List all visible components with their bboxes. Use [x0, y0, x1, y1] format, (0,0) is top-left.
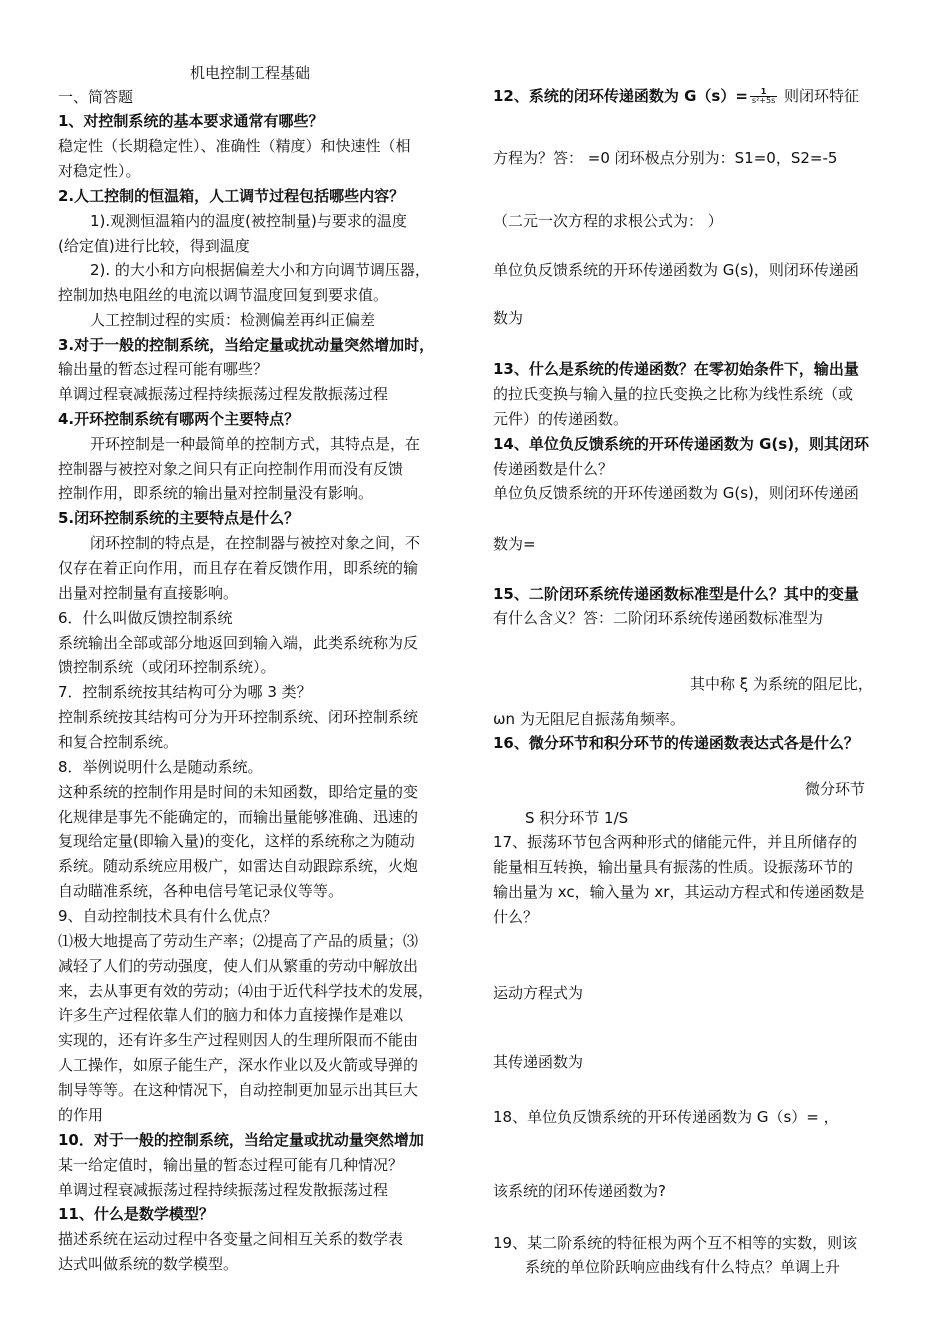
- question-19-cont: 系统的单位阶跃响应曲线有什么特点？单调上升: [525, 1258, 841, 1276]
- section-heading: 一、简答题: [58, 88, 134, 106]
- answer-text: 复现给定量(即输入量)的变化，这样的系统称之为随动: [58, 832, 415, 850]
- answer-text: 的作用: [58, 1106, 104, 1124]
- answer-text: 仅存在着正向作用，而且存在着反馈作用，即系统的输: [58, 559, 419, 577]
- answer-text: 系统输出全部或部分地返回到输入端，此类系统称为反: [58, 634, 419, 652]
- answer-text: 方程为？答： =0 闭环极点分别为：S1=0，S2=-5: [493, 149, 838, 167]
- answer-text: 有什么含义？答：二阶闭环系统传递函数标准型为: [493, 609, 824, 627]
- question-17-cont: 什么？: [493, 908, 539, 926]
- transfer-function-fraction: [750, 88, 777, 105]
- answer-text: 对稳定性）。: [58, 162, 141, 180]
- answer-text: 微分环节: [805, 780, 866, 798]
- answer-text: 馈控制系统（或闭环控制系统）。: [58, 658, 276, 676]
- question-13: 13、什么是系统的传递函数？在零初始条件下，输出量: [493, 360, 859, 378]
- answer-text: 来，去从事更有效的劳动；⑷由于近代科学技术的发展，: [58, 982, 434, 1000]
- answer-text: 2). 的大小和方向根据偏差大小和方向调节调压器，: [90, 261, 430, 279]
- answer-text: 单位负反馈系统的开环传递函数为 G(s)，则闭环传递函: [493, 261, 859, 279]
- question-12-suffix: 则闭环特征: [779, 87, 860, 105]
- question-14: 14、单位负反馈系统的开环传递函数为 G(s)，则其闭环: [493, 435, 870, 453]
- answer-text: 实现的，还有许多生产过程则因人的生理所限而不能由: [58, 1031, 419, 1049]
- question-18: 18、单位负反馈系统的开环传递函数为 G（s）= ，: [493, 1108, 839, 1126]
- answer-text: 自动瞄准系统，各种电信号笔记录仪等等。: [58, 882, 344, 900]
- answer-text: 控制加热电阻丝的电流以调节温度回复到要求值。: [58, 286, 389, 304]
- answer-text: 1).观测恒温箱内的温度(被控制量)与要求的温度: [90, 212, 407, 230]
- answer-text: 单位负反馈系统的开环传递函数为 G(s)，则闭环传递函: [493, 484, 859, 502]
- answer-text: 系统。随动系统应用极广，如雷达自动跟踪系统，火炮: [58, 857, 419, 875]
- answer-text: 制导等等。在这种情况下，自动控制更加显示出其巨大: [58, 1081, 419, 1099]
- question-1: 1、对控制系统的基本要求通常有哪些？: [58, 112, 324, 130]
- question-4: 4.开环控制系统有哪两个主要特点？: [58, 410, 300, 428]
- question-17-cont: 输出量为 xc，输入量为 xr，其运动方程式和传递函数是: [493, 883, 865, 901]
- answer-text: 这种系统的控制作用是时间的未知函数，即给定量的变: [58, 783, 419, 801]
- answer-text: 控制器与被控对象之间只有正向控制作用而没有反馈: [58, 460, 404, 478]
- question-16: 16、微分环节和积分环节的传递函数表达式各是什么？: [493, 734, 859, 752]
- question-19: 19、某二阶系统的特征根为两个互不相等的实数，则该: [493, 1234, 858, 1252]
- answer-text: 人工操作，如原子能生产，深水作业以及火箭或导弹的: [58, 1056, 419, 1074]
- answer-text: 人工控制过程的实质：检测偏差再纠正偏差: [90, 311, 376, 329]
- question-10-cont: 某一给定值时，输出量的暂态过程可能有几种情况？: [58, 1156, 404, 1174]
- answer-text: 出量对控制量有直接影响。: [58, 584, 239, 602]
- question-5: 5.闭环控制系统的主要特点是什么？: [58, 509, 300, 527]
- question-12-prefix: 12、系统的闭环传递函数为 G（s）=: [493, 87, 748, 105]
- answer-text: 数为=: [493, 535, 536, 553]
- answer-text: 其中称 ξ 为系统的阻尼比，: [690, 675, 873, 693]
- answer-text: 许多生产过程依靠人们的脑力和体力直接操作是难以: [58, 1006, 404, 1024]
- answer-text: 运动方程式为: [493, 984, 584, 1002]
- fraction-numerator: 1: [750, 88, 777, 97]
- question-11: 11、什么是数学模型？: [58, 1205, 214, 1223]
- formula-note: （二元一次方程的求根公式为： ）: [493, 212, 723, 230]
- answer-text: 单调过程衰减振荡过程持续振荡过程发散振荡过程: [58, 1181, 389, 1199]
- question-7: 7．控制系统按其结构可分为哪 3 类？: [58, 683, 312, 701]
- answer-text: 化规律是事先不能确定的，而输出量能够准确、迅速的: [58, 808, 419, 826]
- fraction-denominator: s²+5s: [751, 96, 776, 105]
- answer-text: ⑴极大地提高了劳动生产率；⑵提高了产品的质量；⑶: [58, 932, 419, 950]
- answer-text: 描述系统在运动过程中各变量之间相互关系的数学表: [58, 1230, 404, 1248]
- answer-text: ωn 为无阻尼自振荡角频率。: [493, 710, 685, 728]
- question-6: 6．什么叫做反馈控制系统: [58, 609, 233, 627]
- question-12: [493, 85, 859, 107]
- answer-text: 单调过程衰减振荡过程持续振荡过程发散振荡过程: [58, 385, 389, 403]
- question-15: 15、二阶闭环系统传递函数标准型是什么？其中的变量: [493, 585, 859, 603]
- answer-text: 数为: [493, 309, 524, 327]
- answer-text: 元件）的传递函数。: [493, 410, 629, 428]
- question-18-cont: 该系统的闭环传递函数为?: [493, 1182, 666, 1200]
- answer-text: 的拉氏变换与输入量的拉氏变换之比称为线性系统（或: [493, 385, 854, 403]
- question-9: 9、自动控制技术具有什么优点？: [58, 907, 278, 925]
- question-2: 2.人工控制的恒温箱，人工调节过程包括哪些内容？: [58, 187, 405, 205]
- question-3-cont: 输出量的暂态过程可能有哪些？: [58, 360, 269, 378]
- answer-text: 开环控制是一种最简单的控制方式，其特点是，在: [90, 435, 421, 453]
- question-10: 10．对于一般的控制系统，当给定量或扰动量突然增加: [58, 1131, 424, 1149]
- answer-text: (给定值)进行比较，得到温度: [58, 237, 250, 255]
- question-14-cont: 传递函数是什么？: [493, 460, 614, 478]
- question-8: 8．举例说明什么是随动系统。: [58, 758, 263, 776]
- answer-text: 闭环控制的特点是，在控制器与被控对象之间，不: [90, 534, 421, 552]
- answer-text: S 积分环节 1/S: [525, 809, 629, 827]
- answer-text: 稳定性（长期稳定性）、准确性（精度）和快速性（相: [58, 137, 411, 155]
- answer-text: 和复合控制系统。: [58, 733, 179, 751]
- answer-text: 减轻了人们的劳动强度，使人们从繁重的劳动中解放出: [58, 957, 419, 975]
- answer-text: 控制作用，即系统的输出量对控制量没有影响。: [58, 484, 374, 502]
- page-title: 机电控制工程基础: [190, 64, 311, 82]
- answer-text: 其传递函数为: [493, 1053, 584, 1071]
- question-17-cont: 能量相互转换，输出量具有振荡的性质。设振荡环节的: [493, 858, 854, 876]
- answer-text: 达式叫做系统的数学模型。: [58, 1255, 239, 1273]
- question-3: 3.对于一般的控制系统，当给定量或扰动量突然增加时，: [58, 336, 435, 354]
- answer-text: 控制系统按其结构可分为开环控制系统、闭环控制系统: [58, 708, 419, 726]
- question-17: 17、振荡环节包含两种形式的储能元件，并且所储存的: [493, 833, 858, 851]
